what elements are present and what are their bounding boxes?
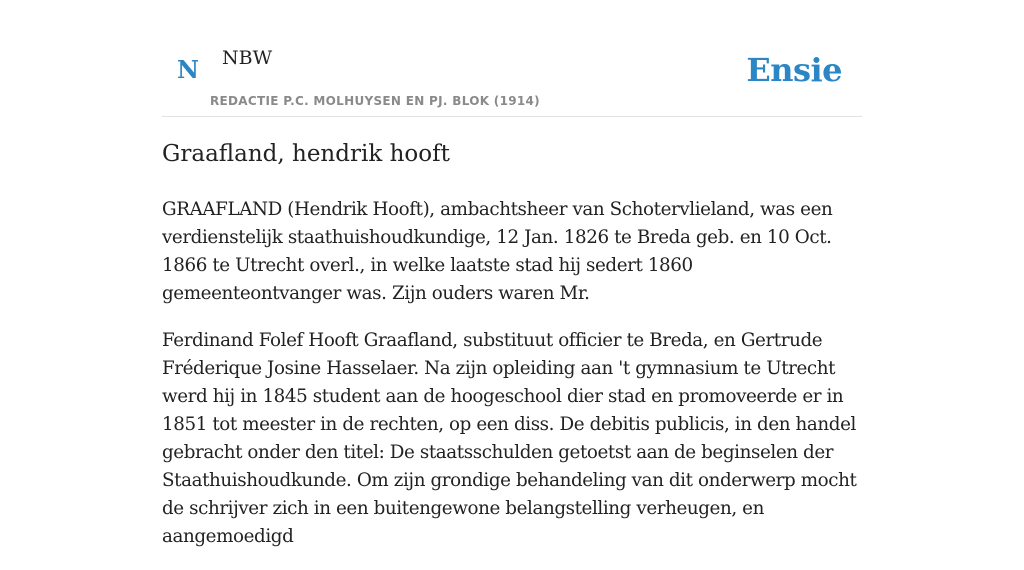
brand-logo-link[interactable]: Ensie — [746, 51, 842, 89]
header — [162, 0, 862, 117]
source-name[interactable]: NBW — [222, 47, 273, 69]
source-subtitle: REDACTIE P.C. MOLHUYSEN EN PJ. BLOK (1914) — [210, 94, 540, 108]
article-paragraph: Ferdinand Folef Hooft Graafland, substituut officier te Breda, en Gertrude Fréderique Josine Hasselaer. Na zijn opleiding aan 't gymnasium te Utrecht werd hij in 1845 student aan de hoogeschool dier stad en promoveerde er in 1851 tot meester in de rechten, op een diss. De debitis publicis, in den handel gebracht onder den titel: De staatsschulden getoetst aan de beginselen der Staathuishoudkunde. Om zijn grondige behandeling van dit onderwerp mocht de schrijver zich in een buitengewone belangstelling verheugen, en aangemoedigd — [162, 330, 857, 547]
article-title: Graafland, hendrik hooft — [162, 141, 450, 167]
article-paragraph: GRAAFLAND (Hendrik Hooft), ambachtsheer van Schotervlieland, was een verdienstelijk staathuishoudkundige, 12 Jan. 1826 te Breda geb. en 10 Oct. 1866 te Utrecht overl., in welke laatste stad hij sedert 1860 gemeenteontvanger was. Zijn ouders waren Mr. — [162, 199, 833, 304]
article — [162, 138, 862, 570]
source-logo-icon[interactable]: N — [177, 55, 199, 84]
